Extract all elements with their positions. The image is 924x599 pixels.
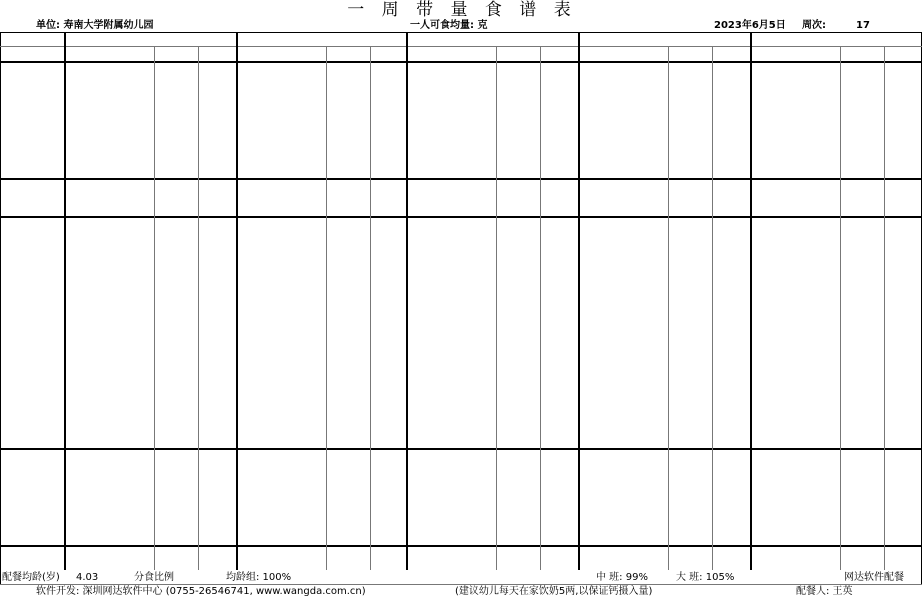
food-cell [671, 448, 710, 467]
weight-cell [373, 506, 406, 525]
food-cell [671, 81, 710, 100]
food-cell [499, 467, 538, 486]
recipe-cell [753, 371, 838, 390]
weight-cell [373, 101, 406, 120]
food-cell [499, 159, 538, 178]
weight-cell [543, 101, 576, 120]
recipe-cell [581, 216, 666, 235]
recipe-cell [753, 448, 838, 467]
food-cell [843, 120, 882, 139]
weight-cell [887, 236, 920, 255]
unit-label: 单位: 寿南大学附属幼儿园 [36, 20, 154, 31]
weight-cell [201, 216, 234, 235]
food-cell [843, 62, 882, 81]
food-cell [671, 390, 710, 409]
weight-cell [543, 332, 576, 351]
footer-share: 分食比例 [134, 572, 174, 583]
weight-cell [887, 448, 920, 467]
weight-cell [373, 274, 406, 293]
weight-cell [201, 62, 234, 81]
food-cell [329, 101, 368, 120]
food-cell [499, 525, 538, 544]
food-cell [843, 390, 882, 409]
recipe-cell [239, 216, 324, 235]
weight-cell [373, 139, 406, 158]
weight-cell [543, 139, 576, 158]
weight-cell [887, 216, 920, 235]
food-cell [329, 487, 368, 506]
food-cell [157, 197, 196, 216]
footer-avg-age-label: 配餐均龄(岁) [2, 572, 60, 583]
recipe-cell [753, 332, 838, 351]
food-cell [157, 371, 196, 390]
weight-cell [715, 409, 748, 428]
food-cell [499, 216, 538, 235]
food-cell [671, 236, 710, 255]
weight-cell [201, 178, 234, 197]
footer-maker: 配餐人: 王英 [796, 586, 853, 597]
food-cell [671, 294, 710, 313]
weight-cell [715, 159, 748, 178]
food-cell [329, 62, 368, 81]
food-cell [843, 371, 882, 390]
food-cell [499, 197, 538, 216]
weight-cell [543, 255, 576, 274]
weight-cell [373, 294, 406, 313]
weight-cell [201, 332, 234, 351]
food-cell [499, 371, 538, 390]
food-cell [499, 101, 538, 120]
weight-cell [715, 332, 748, 351]
weight-cell [373, 120, 406, 139]
weight-cell [887, 255, 920, 274]
food-cell [843, 332, 882, 351]
weight-cell [373, 159, 406, 178]
weight-cell [373, 448, 406, 467]
col-line-weight [370, 46, 371, 570]
food-cell [329, 506, 368, 525]
col-line-food [496, 46, 497, 570]
footer-advice: (建议幼儿每天在家饮奶5两,以保证钙摄入量) [455, 586, 653, 597]
weight-cell [201, 120, 234, 139]
col-line-day-2 [406, 32, 408, 570]
food-cell [671, 159, 710, 178]
footer-developer: 软件开发: 深圳网达软件中心 (0755-26546741, www.wangda.com.cn) [36, 586, 366, 597]
weight-cell [373, 487, 406, 506]
recipe-cell [581, 62, 666, 81]
recipe-cell [581, 274, 666, 293]
recipe-cell [67, 313, 152, 332]
week-number: 17 [856, 20, 870, 31]
weight-cell [715, 506, 748, 525]
food-cell [329, 139, 368, 158]
meal-divider-line [0, 545, 922, 547]
recipe-cell [67, 371, 152, 390]
weight-cell [887, 390, 920, 409]
footer-brand: 网达软件配餐 [844, 572, 904, 583]
recipe-cell [239, 178, 324, 197]
food-cell [329, 274, 368, 293]
food-cell [499, 294, 538, 313]
weight-cell [543, 62, 576, 81]
food-cell [671, 332, 710, 351]
recipe-cell [753, 62, 838, 81]
food-cell [329, 294, 368, 313]
recipe-cell [409, 216, 494, 235]
weight-cell [715, 352, 748, 371]
weight-cell [201, 139, 234, 158]
food-cell [329, 81, 368, 100]
food-cell [157, 467, 196, 486]
footer-big-class: 大 班: 105% [676, 572, 735, 583]
recipe-cell [67, 101, 152, 120]
weight-cell [543, 216, 576, 235]
weight-cell [543, 487, 576, 506]
weight-cell [887, 274, 920, 293]
weight-cell [201, 101, 234, 120]
food-cell [329, 159, 368, 178]
weight-cell [543, 448, 576, 467]
food-cell [157, 139, 196, 158]
col-line-weight [712, 46, 713, 570]
weight-cell [543, 197, 576, 216]
weight-cell [201, 448, 234, 467]
weight-cell [715, 216, 748, 235]
weight-cell [373, 390, 406, 409]
page-title: 一 周 带 量 食 谱 表 [347, 0, 577, 20]
food-cell [157, 390, 196, 409]
weight-cell [715, 487, 748, 506]
recipe-cell [239, 62, 324, 81]
food-cell [329, 332, 368, 351]
weight-cell [715, 101, 748, 120]
weight-cell [887, 487, 920, 506]
food-cell [843, 294, 882, 313]
weight-cell [543, 294, 576, 313]
weight-cell [373, 216, 406, 235]
col-line-food [668, 46, 669, 570]
recipe-cell [409, 371, 494, 390]
food-cell [671, 409, 710, 428]
weight-cell [887, 332, 920, 351]
weight-cell [201, 390, 234, 409]
food-cell [671, 487, 710, 506]
weight-cell [715, 448, 748, 467]
recipe-cell [239, 448, 324, 467]
header-divider-line [0, 46, 922, 47]
food-cell [499, 274, 538, 293]
recipe-cell [239, 487, 324, 506]
recipe-cell [753, 178, 838, 197]
col-line-day-4 [750, 32, 752, 570]
recipe-cell [581, 178, 666, 197]
weight-cell [887, 120, 920, 139]
food-cell [843, 101, 882, 120]
food-cell [157, 178, 196, 197]
food-cell [329, 216, 368, 235]
weight-cell [715, 274, 748, 293]
weight-cell [543, 159, 576, 178]
food-cell [499, 81, 538, 100]
weight-cell [715, 294, 748, 313]
weight-cell [543, 274, 576, 293]
food-cell [671, 178, 710, 197]
food-cell [843, 487, 882, 506]
food-cell [671, 352, 710, 371]
per-person-label: 一人可食均量: 克 [410, 20, 488, 31]
col-line-weight [198, 46, 199, 570]
col-line-food [326, 46, 327, 570]
food-cell [157, 313, 196, 332]
food-cell [671, 101, 710, 120]
weight-cell [201, 236, 234, 255]
recipe-cell [67, 197, 152, 216]
food-cell [843, 178, 882, 197]
recipe-cell [239, 332, 324, 351]
food-cell [671, 525, 710, 544]
recipe-cell [67, 274, 152, 293]
weight-cell [373, 62, 406, 81]
food-cell [157, 101, 196, 120]
food-cell [499, 120, 538, 139]
recipe-cell [67, 448, 152, 467]
weight-cell [715, 62, 748, 81]
recipe-cell [409, 448, 494, 467]
food-cell [499, 506, 538, 525]
food-cell [157, 236, 196, 255]
weight-cell [887, 178, 920, 197]
weight-cell [543, 525, 576, 544]
weight-cell [543, 467, 576, 486]
recipe-cell [581, 448, 666, 467]
weight-cell [887, 313, 920, 332]
food-cell [499, 255, 538, 274]
date-label: 2023年6月5日 [714, 20, 786, 31]
col-line-day-1 [236, 32, 238, 570]
weight-cell [543, 178, 576, 197]
recipe-cell [409, 197, 494, 216]
recipe-cell [239, 236, 324, 255]
food-cell [157, 120, 196, 139]
food-cell [329, 352, 368, 371]
recipe-cell [753, 101, 838, 120]
weight-cell [715, 525, 748, 544]
weight-cell [887, 101, 920, 120]
food-cell [157, 274, 196, 293]
food-cell [157, 448, 196, 467]
weight-cell [373, 352, 406, 371]
weight-cell [201, 371, 234, 390]
recipe-cell [67, 62, 152, 81]
col-line-weight [884, 46, 885, 570]
col-line-day-3 [578, 32, 580, 570]
weight-cell [543, 506, 576, 525]
footer-group: 均龄组: 100% [226, 572, 292, 583]
recipe-cell [409, 178, 494, 197]
col-line-weight [540, 46, 541, 570]
food-cell [329, 178, 368, 197]
food-cell [843, 274, 882, 293]
food-cell [671, 274, 710, 293]
weight-cell [201, 197, 234, 216]
food-cell [157, 62, 196, 81]
col-line-food [840, 46, 841, 570]
recipe-cell [581, 159, 666, 178]
recipe-cell [409, 332, 494, 351]
weight-cell [715, 81, 748, 100]
food-cell [671, 216, 710, 235]
food-cell [499, 448, 538, 467]
food-cell [329, 448, 368, 467]
food-cell [499, 178, 538, 197]
recipe-cell [239, 274, 324, 293]
weight-cell [543, 81, 576, 100]
recipe-cell [753, 216, 838, 235]
weight-cell [715, 120, 748, 139]
recipe-cell [67, 178, 152, 197]
weight-cell [715, 178, 748, 197]
weight-cell [887, 371, 920, 390]
food-cell [671, 62, 710, 81]
recipe-cell [409, 62, 494, 81]
col-line-food [154, 46, 155, 570]
food-cell [671, 120, 710, 139]
recipe-cell [581, 487, 666, 506]
weight-cell [373, 178, 406, 197]
recipe-cell [753, 487, 838, 506]
food-cell [157, 332, 196, 351]
food-cell [499, 487, 538, 506]
recipe-cell [67, 216, 152, 235]
food-cell [329, 390, 368, 409]
food-cell [157, 216, 196, 235]
weight-cell [543, 120, 576, 139]
weight-cell [201, 274, 234, 293]
weight-cell [201, 467, 234, 486]
recipe-cell [581, 332, 666, 351]
recipe-cell [409, 139, 494, 158]
weight-cell [201, 313, 234, 332]
weight-cell [715, 390, 748, 409]
food-cell [329, 120, 368, 139]
weight-cell [373, 81, 406, 100]
food-cell [843, 313, 882, 332]
weight-cell [887, 294, 920, 313]
footer-mid-class: 中 班: 99% [596, 572, 648, 583]
weight-cell [373, 332, 406, 351]
food-cell [843, 236, 882, 255]
food-cell [671, 506, 710, 525]
col-line-meal [64, 32, 66, 570]
recipe-cell [239, 390, 324, 409]
food-cell [843, 216, 882, 235]
food-cell [843, 255, 882, 274]
recipe-cell [409, 255, 494, 274]
food-cell [499, 139, 538, 158]
weight-cell [715, 236, 748, 255]
food-cell [499, 332, 538, 351]
weight-cell [543, 371, 576, 390]
weight-cell [887, 62, 920, 81]
footer-avg-age: 4.03 [76, 572, 99, 583]
recipe-cell [581, 390, 666, 409]
food-cell [843, 448, 882, 467]
food-cell [499, 62, 538, 81]
week-label: 周次: [802, 20, 826, 31]
